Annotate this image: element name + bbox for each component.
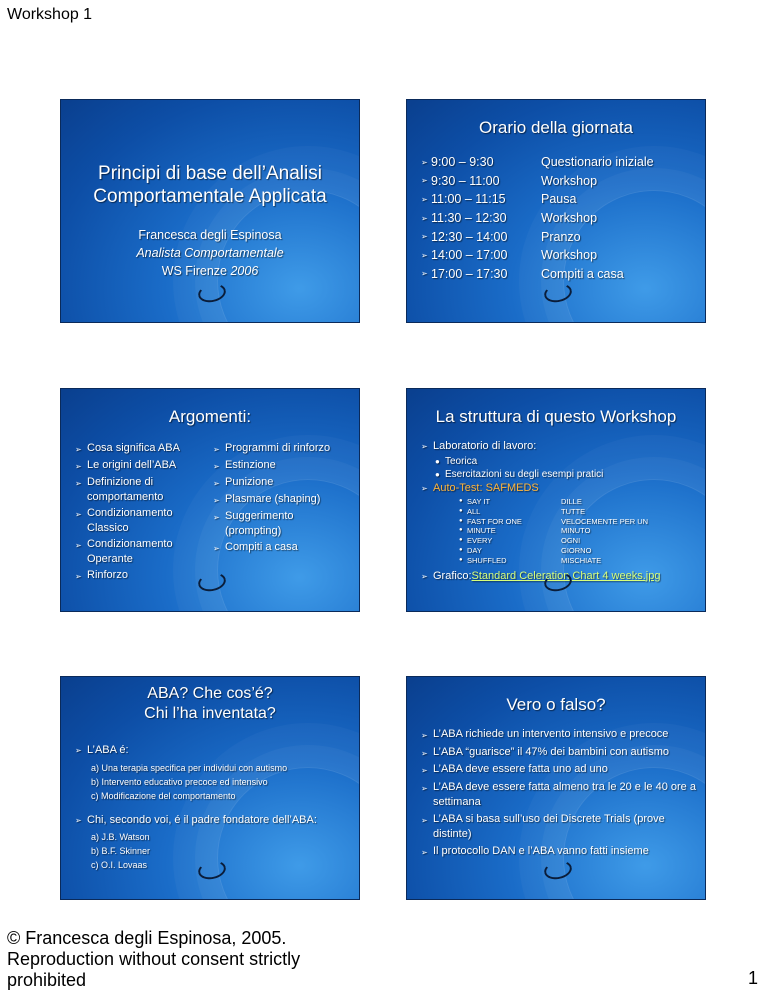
grafico-label: Grafico: [433,569,472,582]
schedule-row [421,265,654,284]
safmeds-english: SAY IT [467,497,491,506]
aba-questions [75,743,355,872]
dot-bullet-icon: ● [435,470,440,479]
schedule-activity: Pranzo [541,229,581,244]
autotest-label: Auto-Test: SAFMEDS [433,482,539,494]
arrow-bullet-icon: ➢ [421,176,428,186]
topic-item-text: Plasmare (shaping) [225,493,321,505]
arrow-bullet-icon: ➢ [213,462,220,471]
lab-label: Laboratorio di lavoro: [433,440,537,452]
arrow-bullet-icon: ➢ [421,815,428,825]
safmeds-row [421,546,701,556]
slide1-title-line1: Principi di base dell’Analisi [98,163,322,184]
topic-item-text: Cosa significa ABA [87,442,180,454]
slide5-title [61,684,359,724]
dot-bullet-icon: ● [459,537,463,544]
schedule-row [421,227,654,246]
topics-columns [75,441,355,585]
topic-item-text: Estinzione [225,459,276,471]
topic-item [75,475,213,505]
topic-item-text: Definizione di comportamento [87,476,164,503]
topic-item [213,458,351,474]
statement-item [421,727,703,744]
arrow-bullet-icon: ➢ [421,484,428,493]
safmeds-italian: DILLE [561,497,582,506]
topics-right-column [213,441,351,585]
topic-item [213,441,351,457]
answer-option: a) J.B. Watson [91,832,150,842]
topic-item [213,540,351,556]
schedule-activity: Workshop [541,173,598,188]
slide-true-false [406,676,706,900]
swirl-icon [542,858,573,881]
topic-item [75,568,213,584]
statement-item [421,844,703,861]
slide-title [60,99,360,323]
slide6-title: Vero o falso? [506,695,606,714]
arrow-bullet-icon: ➢ [213,479,220,488]
arrow-bullet-icon: ➢ [421,748,428,758]
statement-item-text: Il protocollo DAN e l’ABA vanno fatti insieme [433,844,649,857]
schedule-time: 14:00 – 17:00 [431,248,508,263]
arrow-bullet-icon: ➢ [213,544,220,553]
safmeds-row [421,536,701,546]
schedule-time: 17:00 – 17:30 [431,266,508,281]
safmeds-english: SHUFFLED [467,555,507,565]
topic-item-text: Punizione [225,476,274,488]
arrow-bullet-icon: ➢ [421,783,428,793]
slide-topics [60,388,360,612]
topic-item-text: Condizionamento Classico [87,507,173,534]
autotest-item [421,481,701,496]
slide1-title-line2: Comportamentale Applicata [93,186,327,207]
safmeds-row [421,517,701,527]
arrow-bullet-icon: ➢ [75,541,82,550]
topic-item-text: Condizionamento Operante [87,538,173,565]
dot-bullet-icon: ● [459,498,463,504]
statement-item-text: L’ABA si basa sull’uso dei Discrete Trials (prove distinte) [433,812,665,840]
safmeds-english: EVERY [467,536,493,546]
statement-item [421,812,703,843]
slide3-title: Argomenti: [168,407,252,426]
slide2-title: Orario della giornata [478,118,634,137]
schedule-activity: Workshop [541,248,598,263]
slide1-year: 2006 [230,264,259,278]
answer-option: b) Intervento educativo precoce ed intensivo [91,777,268,787]
topic-item-text: Le origini dell’ABA [87,459,177,471]
statement-item [421,745,703,762]
slide1-subtitle [61,226,359,280]
topic-item [213,475,351,491]
question-1-text: L’ABA é: [87,744,129,756]
arrow-bullet-icon: ➢ [421,194,428,204]
statement-item [421,780,703,811]
statement-item-text: L’ABA deve essere fatta uno ad uno [433,763,608,775]
arrow-bullet-icon: ➢ [213,513,220,522]
true-false-list [421,727,703,861]
lab-item [421,439,701,454]
lab-subitem [421,455,701,468]
question-1 [75,743,355,758]
arrow-bullet-icon: ➢ [213,496,220,505]
page-header: Workshop 1 [7,6,93,23]
topic-item [75,441,213,457]
swirl-icon [542,281,573,304]
lab-subitem-text: Esercitazioni su degli esempi pratici [445,469,604,480]
dot-bullet-icon: ● [435,457,440,466]
statement-item-text: L’ABA “guarisce” il 47% dei bambini con autismo [433,745,670,758]
schedule-list [421,153,654,283]
topic-item [213,492,351,508]
safmeds-english: DAY [467,545,482,555]
schedule-time: 12:30 – 14:00 [431,229,508,244]
schedule-row [421,172,654,191]
safmeds-english: FAST FOR ONE [467,516,522,526]
slide5-title-line2: Chi l’ha inventata? [144,705,276,722]
topic-item [75,506,213,536]
arrow-bullet-icon: ➢ [421,157,428,167]
arrow-bullet-icon: ➢ [75,816,82,825]
topic-item [75,537,213,567]
topic-item-text: Compiti a casa [225,541,298,553]
statement-item [421,762,703,779]
arrow-bullet-icon: ➢ [421,250,428,260]
slide1-event-text: WS Firenze [161,264,231,278]
arrow-bullet-icon: ➢ [75,572,82,581]
schedule-row [421,246,654,265]
safmeds-row [421,507,701,517]
safmeds-english: ALL [467,506,481,516]
arrow-bullet-icon: ➢ [421,766,428,775]
dot-bullet-icon: ● [459,527,463,534]
schedule-row [421,153,654,172]
schedule-activity: Questionario iniziale [541,155,654,170]
slide-schedule [406,99,706,323]
safmeds-english: MINUTE [467,526,496,536]
dot-bullet-icon: ● [459,546,463,553]
slide5-title-line1: ABA? Che cos’é? [147,685,273,702]
lab-subitem [421,468,701,481]
slide4-title: La struttura di questo Workshop [435,407,677,426]
arrow-bullet-icon: ➢ [75,462,82,471]
safmeds-italian: MINUTO [561,526,591,536]
statement-item-text: L’ABA deve essere fatta almeno tra le 20 e le 40 ore a settimana [433,780,696,808]
question-2-text: Chi, secondo voi, é il padre fondatore dell’ABA: [87,814,317,826]
answer-option: c) O.I. Lovaas [91,860,148,870]
answer-option: a) Una terapia specifica per individui con autismo [91,763,288,773]
slide1-title [61,162,359,208]
dot-bullet-icon: ● [459,556,463,563]
safmeds-row [421,556,701,566]
schedule-activity: Pausa [541,192,577,207]
slide-structure [406,388,706,612]
structure-content [421,439,701,585]
safmeds-italian: TUTTE [561,506,586,516]
arrow-bullet-icon: ➢ [421,731,428,740]
topic-item-text: Suggerimento (prompting) [225,510,294,537]
page-number: 1 [747,968,758,988]
arrow-bullet-icon: ➢ [421,269,428,279]
slide1-event [61,262,359,280]
answer-option: b) B.F. Skinner [91,846,151,856]
arrow-bullet-icon: ➢ [213,445,220,454]
schedule-time: 11:30 – 12:30 [431,211,507,226]
safmeds-italian: GIORNO [561,545,592,555]
arrow-bullet-icon: ➢ [421,571,428,581]
schedule-activity: Workshop [541,211,598,226]
schedule-row [421,209,654,228]
slide1-author: Francesca degli Espinosa [138,228,282,242]
question-1-options [75,761,355,803]
arrow-bullet-icon: ➢ [75,445,82,454]
lab-subitem-text: Teorica [445,456,478,467]
topic-item-text: Programmi di rinforzo [225,442,331,454]
arrow-bullet-icon: ➢ [421,442,428,451]
schedule-time: 9:30 – 11:00 [431,173,500,188]
topics-left-column [75,441,213,585]
schedule-time: 9:00 – 9:30 [431,155,494,170]
schedule-time: 11:00 – 11:15 [431,192,506,207]
arrow-bullet-icon: ➢ [421,232,428,242]
safmeds-row [421,497,701,507]
safmeds-italian: MISCHIATE [561,555,602,565]
lab-sublist [421,455,701,481]
schedule-activity: Compiti a casa [541,266,624,281]
topic-item [75,458,213,474]
slide-aba-questions [60,676,360,900]
safmeds-list [421,497,701,566]
arrow-bullet-icon: ➢ [75,746,82,755]
topic-item-text: Rinforzo [87,569,128,581]
schedule-row [421,190,654,209]
answer-option: c) Modificazione del comportamento [91,791,236,801]
statement-item-text: L’ABA richiede un intervento intensivo e precoce [433,728,669,740]
dot-bullet-icon: ● [459,517,463,524]
safmeds-italian: OGNI [561,536,581,546]
safmeds-italian: VELOCEMENTE PER UN [561,516,649,526]
arrow-bullet-icon: ➢ [421,213,428,223]
safmeds-row [421,526,701,536]
copyright-footer: © Francesca degli Espinosa, 2005. Reproduction without consent strictly prohibited [7,928,301,990]
question-2 [75,813,355,828]
arrow-bullet-icon: ➢ [421,847,428,857]
dot-bullet-icon: ● [459,507,463,514]
slide1-role: Analista Comportamentale [136,246,284,260]
swirl-icon [196,281,227,304]
arrow-bullet-icon: ➢ [75,479,82,488]
topic-item [213,509,351,539]
arrow-bullet-icon: ➢ [75,510,82,519]
grafico-link[interactable]: Standard Celeration Chart 4 weeks.jpg [471,569,661,582]
